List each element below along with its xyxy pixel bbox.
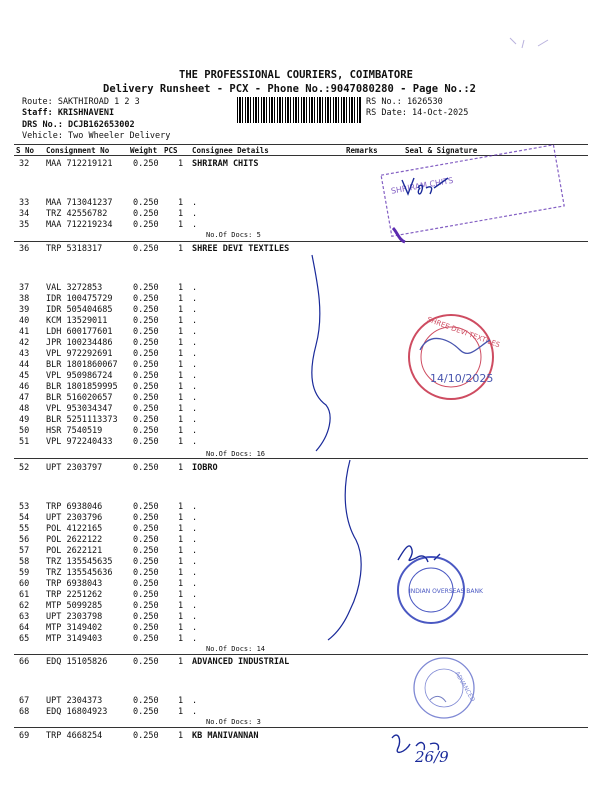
- row-weight: 0.250: [133, 244, 159, 254]
- row-weight: 0.250: [133, 568, 159, 578]
- row-weight: 0.250: [133, 404, 159, 414]
- row-consignment-no: MAA 712219234: [46, 220, 113, 230]
- row-sno: 60: [19, 579, 30, 589]
- row-consignee: .: [192, 612, 198, 622]
- row-consignee: .: [192, 382, 198, 392]
- row-consignment-no: IDR 505404685: [46, 305, 113, 315]
- row-consignee: ADVANCED INDUSTRIAL: [192, 657, 290, 667]
- row-weight: 0.250: [133, 415, 159, 425]
- row-consignee: .: [192, 415, 198, 425]
- row-sno: 34: [19, 209, 30, 219]
- row-pcs: 1: [178, 316, 184, 326]
- shree-devi-textiles-stamp-text: SHREE DEVI TEXTILES: [425, 315, 501, 350]
- row-pcs: 1: [178, 557, 184, 567]
- row-sno: 66: [19, 657, 30, 667]
- row-sno: 42: [19, 338, 30, 348]
- signature-tail: [393, 228, 405, 242]
- row-sno: 41: [19, 327, 30, 337]
- row-consignee: .: [192, 601, 198, 611]
- row-pcs: 1: [178, 579, 184, 589]
- row-consignment-no: TRZ 42556782: [46, 209, 108, 219]
- row-consignment-no: KCM 13529011: [46, 316, 108, 326]
- row-weight: 0.250: [133, 360, 159, 370]
- row-consignment-no: VAL 3272853: [46, 283, 103, 293]
- row-sno: 49: [19, 415, 30, 425]
- row-sno: 51: [19, 437, 30, 447]
- docs-count: No.Of Docs: 16: [206, 450, 266, 458]
- docs-count: No.Of Docs: 5: [206, 231, 261, 239]
- row-sno: 62: [19, 601, 30, 611]
- row-sno: 43: [19, 349, 30, 359]
- row-pcs: 1: [178, 590, 184, 600]
- rs-number: RS No.: 1626530: [366, 97, 443, 107]
- row-pcs: 1: [178, 696, 184, 706]
- row-weight: 0.250: [133, 535, 159, 545]
- row-consignment-no: BLR 1801859995: [46, 382, 118, 392]
- row-consignee: .: [192, 360, 198, 370]
- docs-count: No.Of Docs: 3: [206, 718, 261, 726]
- row-consignee: .: [192, 437, 198, 447]
- row-consignment-no: BLR 1801860067: [46, 360, 118, 370]
- row-pcs: 1: [178, 198, 184, 208]
- faint-mark: [510, 38, 548, 48]
- row-pcs: 1: [178, 404, 184, 414]
- row-sno: 44: [19, 360, 30, 370]
- row-weight: 0.250: [133, 634, 159, 644]
- row-sno: 61: [19, 590, 30, 600]
- row-sno: 56: [19, 535, 30, 545]
- row-weight: 0.250: [133, 463, 159, 473]
- row-weight: 0.250: [133, 502, 159, 512]
- row-pcs: 1: [178, 220, 184, 230]
- bracket-line-2: [328, 460, 361, 640]
- row-consignee: .: [192, 623, 198, 633]
- route: Route: SAKTHIROAD 1 2 3: [22, 97, 140, 107]
- runsheet-title: Delivery Runsheet - PCX - Phone No.:9047080280 - Page No.:2: [103, 83, 476, 95]
- row-consignee: .: [192, 513, 198, 523]
- row-consignee: .: [192, 546, 198, 556]
- row-consignee: IOBRO: [192, 463, 218, 473]
- row-sno: 67: [19, 696, 30, 706]
- row-consignment-no: TRP 6938046: [46, 502, 103, 512]
- row-weight: 0.250: [133, 283, 159, 293]
- row-consignee: .: [192, 634, 198, 644]
- row-sno: 63: [19, 612, 30, 622]
- row-pcs: 1: [178, 707, 184, 717]
- row-sno: 65: [19, 634, 30, 644]
- row-sno: 59: [19, 568, 30, 578]
- row-sno: 36: [19, 244, 30, 254]
- row-weight: 0.250: [133, 349, 159, 359]
- row-sno: 64: [19, 623, 30, 633]
- row-pcs: 1: [178, 360, 184, 370]
- advanced-stamp: [414, 658, 476, 718]
- shriram-chits-stamp-text: SHRIRAM CHITS: [390, 175, 454, 196]
- col-sno: S No: [16, 146, 35, 155]
- row-pcs: 1: [178, 601, 184, 611]
- row-pcs: 1: [178, 623, 184, 633]
- row-pcs: 1: [178, 159, 184, 169]
- row-pcs: 1: [178, 327, 184, 337]
- row-pcs: 1: [178, 244, 184, 254]
- row-consignment-no: IDR 100475729: [46, 294, 113, 304]
- row-consignment-no: TRZ 135545635: [46, 557, 113, 567]
- row-sno: 47: [19, 393, 30, 403]
- row-weight: 0.250: [133, 437, 159, 447]
- row-consignee: .: [192, 590, 198, 600]
- shree-devi-textiles-stamp: [409, 315, 502, 399]
- handwritten-date: 14/10/2025: [430, 372, 494, 385]
- row-sno: 58: [19, 557, 30, 567]
- row-sno: 53: [19, 502, 30, 512]
- row-consignment-no: TRZ 135545636: [46, 568, 113, 578]
- row-weight: 0.250: [133, 731, 159, 741]
- row-sno: 45: [19, 371, 30, 381]
- row-weight: 0.250: [133, 198, 159, 208]
- row-weight: 0.250: [133, 612, 159, 622]
- row-weight: 0.250: [133, 338, 159, 348]
- row-sno: 55: [19, 524, 30, 534]
- row-consignment-no: MTP 3149402: [46, 623, 103, 633]
- drs-number: DRS No.: DCJB162653002: [22, 120, 135, 130]
- row-sno: 40: [19, 316, 30, 326]
- row-pcs: 1: [178, 209, 184, 219]
- col-consignment: Consignment No: [46, 146, 110, 155]
- col-weight: Weight: [130, 146, 158, 155]
- row-consignee: .: [192, 338, 198, 348]
- row-consignment-no: POL 2622122: [46, 535, 103, 545]
- row-consignment-no: BLR 5251113373: [46, 415, 118, 425]
- row-sno: 48: [19, 404, 30, 414]
- row-pcs: 1: [178, 349, 184, 359]
- row-consignment-no: JPR 100234486: [46, 338, 113, 348]
- row-consignment-no: MTP 5099285: [46, 601, 103, 611]
- row-consignment-no: UPT 2303796: [46, 513, 103, 523]
- row-sno: 57: [19, 546, 30, 556]
- row-weight: 0.250: [133, 316, 159, 326]
- row-consignee: .: [192, 283, 198, 293]
- row-pcs: 1: [178, 535, 184, 545]
- row-consignment-no: LDH 600177601: [46, 327, 113, 337]
- row-sno: 46: [19, 382, 30, 392]
- row-weight: 0.250: [133, 159, 159, 169]
- row-consignee: .: [192, 426, 198, 436]
- row-weight: 0.250: [133, 601, 159, 611]
- col-seal: Seal & Signature: [405, 146, 478, 155]
- row-pcs: 1: [178, 568, 184, 578]
- row-pcs: 1: [178, 382, 184, 392]
- row-pcs: 1: [178, 731, 184, 741]
- row-sno: 69: [19, 731, 30, 741]
- row-pcs: 1: [178, 283, 184, 293]
- row-consignee: .: [192, 349, 198, 359]
- row-weight: 0.250: [133, 294, 159, 304]
- row-consignment-no: POL 4122165: [46, 524, 103, 534]
- row-consignment-no: MTP 3149403: [46, 634, 103, 644]
- row-consignment-no: TRP 6938043: [46, 579, 103, 589]
- row-weight: 0.250: [133, 546, 159, 556]
- row-consignee: .: [192, 209, 198, 219]
- row-consignee: KB MANIVANNAN: [192, 731, 259, 741]
- row-weight: 0.250: [133, 524, 159, 534]
- row-sno: 39: [19, 305, 30, 315]
- handwritten-note: 26/9: [415, 748, 449, 766]
- row-consignment-no: TRP 4668254: [46, 731, 103, 741]
- row-pcs: 1: [178, 657, 184, 667]
- row-consignee: .: [192, 557, 198, 567]
- col-pcs: PCS: [164, 146, 178, 155]
- row-sno: 37: [19, 283, 30, 293]
- iob-stamp: [398, 557, 484, 623]
- row-consignment-no: TRP 2251262: [46, 590, 103, 600]
- row-pcs: 1: [178, 612, 184, 622]
- row-consignee: .: [192, 371, 198, 381]
- row-pcs: 1: [178, 513, 184, 523]
- row-pcs: 1: [178, 294, 184, 304]
- row-consignee: .: [192, 696, 198, 706]
- row-consignment-no: MAA 712219121: [46, 159, 113, 169]
- row-sno: 38: [19, 294, 30, 304]
- row-consignment-no: UPT 2303797: [46, 463, 103, 473]
- staff: Staff: KRISHNAVENI: [22, 108, 115, 118]
- row-pcs: 1: [178, 371, 184, 381]
- row-consignee: .: [192, 568, 198, 578]
- row-consignee: .: [192, 535, 198, 545]
- row-pcs: 1: [178, 463, 184, 473]
- row-consignee: .: [192, 220, 198, 230]
- row-consignment-no: MAA 713041237: [46, 198, 113, 208]
- row-pcs: 1: [178, 546, 184, 556]
- bracket-line-1: [312, 255, 330, 451]
- row-weight: 0.250: [133, 513, 159, 523]
- iob-stamp-text: INDIAN OVERSEAS BANK: [409, 588, 483, 595]
- row-consignment-no: UPT 2304373: [46, 696, 103, 706]
- row-sno: 50: [19, 426, 30, 436]
- row-weight: 0.250: [133, 393, 159, 403]
- row-consignment-no: VPL 972292691: [46, 349, 113, 359]
- row-pcs: 1: [178, 524, 184, 534]
- row-consignment-no: UPT 2303798: [46, 612, 103, 622]
- row-weight: 0.250: [133, 305, 159, 315]
- row-weight: 0.250: [133, 371, 159, 381]
- col-consignee: Consignee Details: [192, 146, 269, 155]
- row-sno: 54: [19, 513, 30, 523]
- row-pcs: 1: [178, 305, 184, 315]
- docs-count: No.Of Docs: 14: [206, 645, 266, 653]
- row-weight: 0.250: [133, 579, 159, 589]
- row-consignment-no: TRP 5318317: [46, 244, 103, 254]
- row-pcs: 1: [178, 426, 184, 436]
- row-consignee: .: [192, 305, 198, 315]
- col-remarks: Remarks: [346, 146, 378, 155]
- vehicle: Vehicle: Two Wheeler Delivery: [22, 131, 171, 141]
- row-consignee: .: [192, 198, 198, 208]
- row-consignee: .: [192, 316, 198, 326]
- row-pcs: 1: [178, 393, 184, 403]
- row-weight: 0.250: [133, 557, 159, 567]
- row-consignee: .: [192, 327, 198, 337]
- row-pcs: 1: [178, 634, 184, 644]
- row-consignment-no: VPL 950986724: [46, 371, 113, 381]
- row-sno: 33: [19, 198, 30, 208]
- row-sno: 68: [19, 707, 30, 717]
- company-title: THE PROFESSIONAL COURIERS, COIMBATORE: [179, 69, 413, 81]
- row-weight: 0.250: [133, 426, 159, 436]
- row-weight: 0.250: [133, 707, 159, 717]
- row-consignee: .: [192, 294, 198, 304]
- row-consignment-no: HSR 7540519: [46, 426, 103, 436]
- row-weight: 0.250: [133, 220, 159, 230]
- row-consignee: .: [192, 502, 198, 512]
- row-consignee: .: [192, 524, 198, 534]
- row-consignee: .: [192, 707, 198, 717]
- row-weight: 0.250: [133, 696, 159, 706]
- row-pcs: 1: [178, 437, 184, 447]
- row-consignee: SHREE DEVI TEXTILES: [192, 244, 290, 254]
- row-consignment-no: BLR 516020657: [46, 393, 113, 403]
- row-pcs: 1: [178, 502, 184, 512]
- row-consignment-no: POL 2622121: [46, 546, 103, 556]
- row-consignment-no: EDQ 16804923: [46, 707, 108, 717]
- row-sno: 52: [19, 463, 30, 473]
- row-consignment-no: VPL 972240433: [46, 437, 113, 447]
- row-consignee: SHRIRAM CHITS: [192, 159, 259, 169]
- row-weight: 0.250: [133, 623, 159, 633]
- row-pcs: 1: [178, 338, 184, 348]
- row-consignment-no: VPL 953034347: [46, 404, 113, 414]
- row-sno: 35: [19, 220, 30, 230]
- row-consignment-no: EDQ 15105826: [46, 657, 108, 667]
- rs-date: RS Date: 14-Oct-2025: [366, 108, 469, 118]
- advanced-stamp-text: ADVANCED: [453, 670, 477, 704]
- row-consignee: .: [192, 393, 198, 403]
- row-weight: 0.250: [133, 209, 159, 219]
- row-weight: 0.250: [133, 590, 159, 600]
- row-weight: 0.250: [133, 382, 159, 392]
- row-consignee: .: [192, 579, 198, 589]
- row-sno: 32: [19, 159, 30, 169]
- row-pcs: 1: [178, 415, 184, 425]
- row-consignee: .: [192, 404, 198, 414]
- row-weight: 0.250: [133, 657, 159, 667]
- row-weight: 0.250: [133, 327, 159, 337]
